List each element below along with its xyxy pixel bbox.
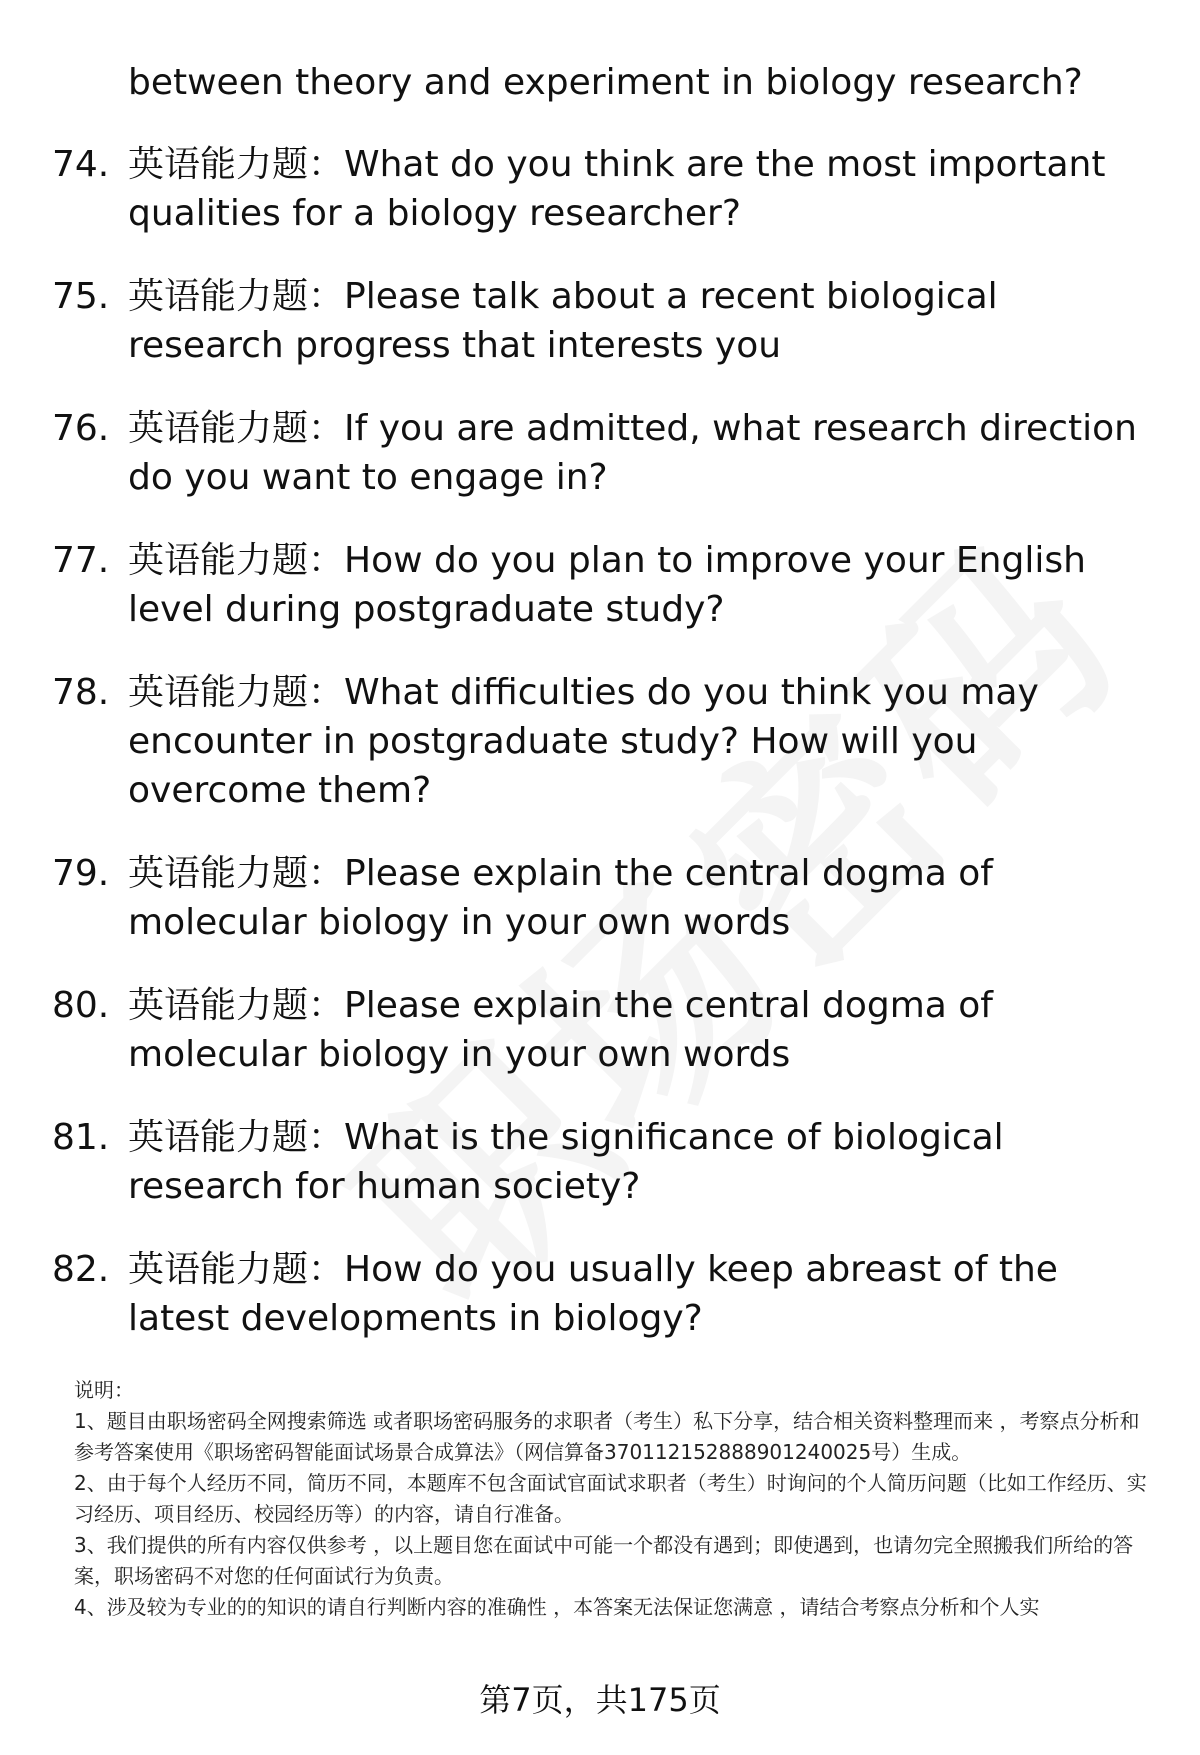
question-number: 81. bbox=[52, 1117, 110, 1158]
question-number: 82. bbox=[52, 1249, 110, 1290]
question-item bbox=[0, 981, 1158, 1079]
question-list bbox=[0, 140, 1200, 1377]
question-number: 76. bbox=[52, 408, 110, 449]
question-text: Please explain the central dogma of molecular biology in your own words bbox=[128, 853, 993, 943]
question-item bbox=[0, 1113, 1158, 1211]
note-item: 2、由于每个人经历不同，简历不同，本题库不包含面试官面试求职者（考生）时询问的个人简历问题（比如工作经历、实习经历、项目经历、校园经历等）的内容，请自行准备。 bbox=[74, 1471, 1147, 1526]
question-item bbox=[0, 536, 1158, 634]
question-tag: 英语能力题： bbox=[128, 144, 345, 185]
question-item bbox=[0, 1245, 1158, 1343]
question-text: What is the significance of biological research for human society? bbox=[128, 1117, 1004, 1207]
question-tag: 英语能力题： bbox=[128, 408, 345, 449]
question-number: 78. bbox=[52, 672, 110, 713]
question-number: 74. bbox=[52, 144, 110, 185]
question-tag: 英语能力题： bbox=[128, 985, 345, 1026]
question-tag: 英语能力题： bbox=[128, 672, 345, 713]
question-tag: 英语能力题： bbox=[128, 540, 345, 581]
question-tag: 英语能力题： bbox=[128, 853, 345, 894]
question-text: Please talk about a recent biological research progress that interests you bbox=[128, 276, 998, 366]
question-text: What difficulties do you think you may encounter in postgraduate study? How will you overcome them? bbox=[128, 672, 1039, 811]
note-item: 1、题目由职场密码全网搜索筛选 或者职场密码服务的求职者（考生）私下分享，结合相关资料整理而来 ，考察点分析和参考答案使用《职场密码智能面试场景合成算法》（网信算备370112152888901240025号）生成。 bbox=[74, 1409, 1140, 1464]
question-item bbox=[0, 140, 1158, 238]
note-item: 3、我们提供的所有内容仅供参考 ，以上题目您在面试中可能一个都没有遇到；即使遇到，也请勿完全照搬我们所给的答案，职场密码不对您的任何面试行为负责。 bbox=[74, 1533, 1134, 1588]
question-tag: 英语能力题： bbox=[128, 1249, 345, 1290]
question-tag: 英语能力题： bbox=[128, 1117, 345, 1158]
question-number: 77. bbox=[52, 540, 110, 581]
question-text: Please explain the central dogma of molecular biology in your own words bbox=[128, 985, 993, 1075]
question-text: What do you think are the most important qualities for a biology researcher? bbox=[128, 144, 1106, 234]
question-number: 80. bbox=[52, 985, 110, 1026]
question-tag: 英语能力题： bbox=[128, 276, 345, 317]
question-number: 79. bbox=[52, 853, 110, 894]
question-item bbox=[0, 668, 1158, 815]
page-footer: 第7页，共175页 bbox=[479, 1681, 721, 1719]
note-item: 4、涉及较为专业的的知识的请自行判断内容的准确性 ，本答案无法保证您满意 ，请结合考察点分析和个人实 bbox=[74, 1595, 1040, 1619]
question-text: If you are admitted, what research direction do you want to engage in? bbox=[128, 408, 1137, 498]
question-item bbox=[0, 849, 1158, 947]
question-number: 75. bbox=[52, 276, 110, 317]
notes-section bbox=[74, 1375, 1154, 1623]
notes-heading: 说明： bbox=[74, 1378, 134, 1402]
question-continuation: between theory and experiment in biology research? bbox=[128, 62, 1083, 103]
question-item bbox=[0, 404, 1158, 502]
question-text: How do you plan to improve your English level during postgraduate study? bbox=[128, 540, 1086, 630]
question-item bbox=[0, 272, 1158, 370]
question-text: How do you usually keep abreast of the latest developments in biology? bbox=[128, 1249, 1058, 1339]
